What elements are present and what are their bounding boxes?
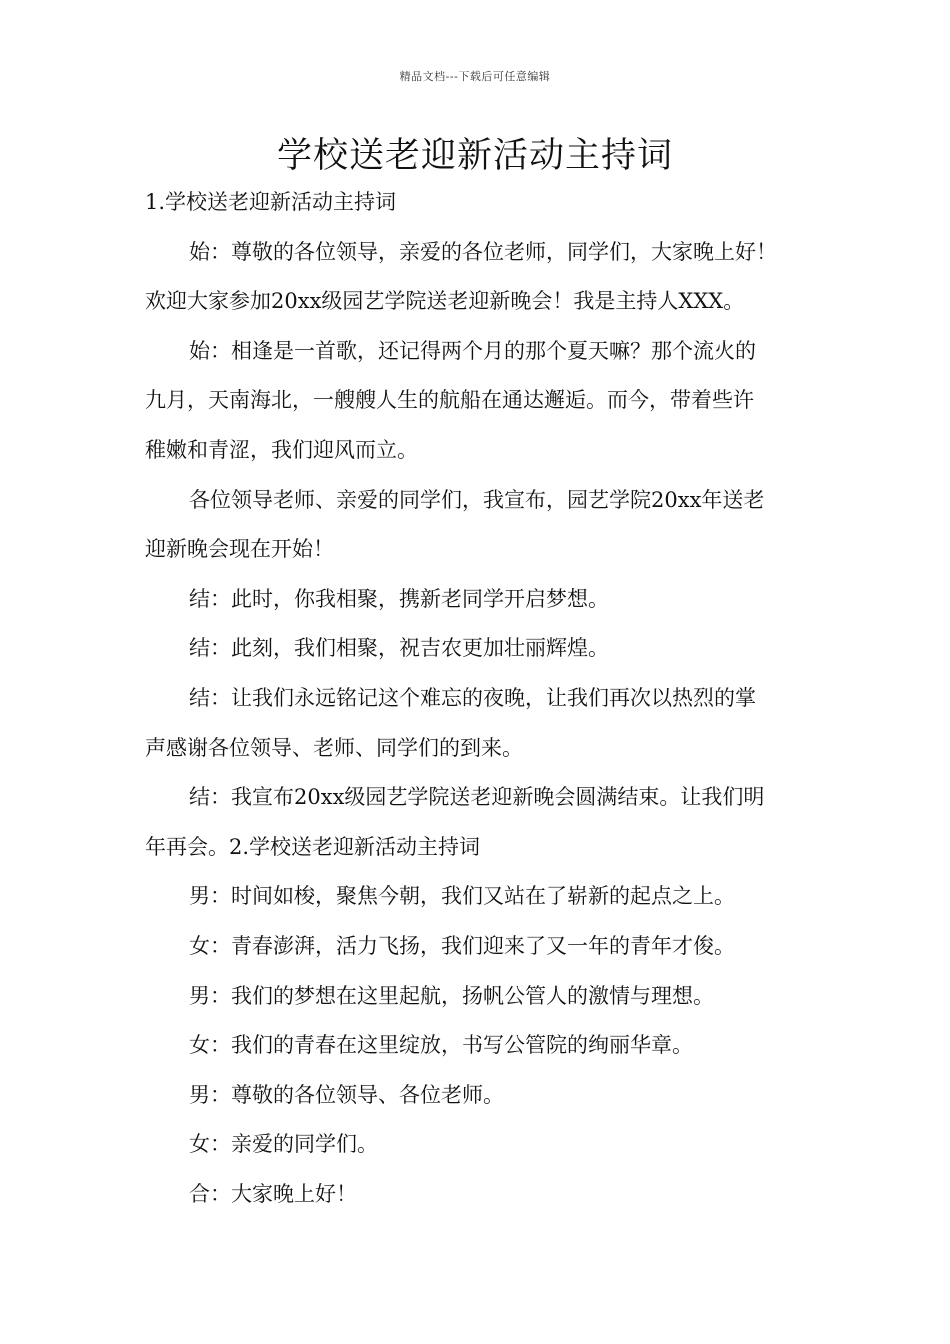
document-body [145,178,810,1219]
text-line: 迎新晚会现在开始！ [145,537,334,562]
text-line: 始：尊敬的各位领导，亲爱的各位老师，同学们，大家晚上好！ [189,239,777,264]
text-line: 各位领导老师、亲爱的同学们，我宣布，园艺学院20xx年送老 [189,487,765,512]
text-line: 结：我宣布20xx级园艺学院送老迎新晚会圆满结束。让我们明 [189,785,765,810]
text-line: 合：大家晚上好！ [189,1181,357,1206]
text-line: 始：相逢是一首歌，还记得两个月的那个夏天嘛？那个流火的 [189,338,756,363]
text-line: 结：此刻，我们相聚，祝吉农更加壮丽辉煌。 [189,636,609,661]
text-line: 稚嫩和青涩，我们迎风而立。 [145,437,418,462]
text-line: 声感谢各位领导、老师、同学们的到来。 [145,735,523,760]
text-line: 女：亲爱的同学们。 [189,1132,378,1157]
text-line: 女：青春澎湃，活力飞扬，我们迎来了又一年的青年才俊。 [189,933,735,958]
text-line: 1.学校送老迎新活动主持词 [145,190,397,214]
header-note: 精品文档---下载后可任意编辑 [399,70,551,83]
text-line: 男：时间如梭，聚焦今朝，我们又站在了崭新的起点之上。 [189,884,735,909]
text-line: 女：我们的青春在这里绽放，书写公管院的绚丽华章。 [189,1033,693,1058]
text-line: 结：让我们永远铭记这个难忘的夜晚，让我们再次以热烈的掌 [189,685,756,710]
text-line: 欢迎大家参加20xx级园艺学院送老迎新晚会！我是主持人XXX。 [145,289,745,314]
text-line: 结：此时，你我相聚，携新老同学开启梦想。 [189,586,609,611]
text-line: 男：尊敬的各位领导、各位老师。 [189,1082,504,1107]
text-line: 年再会。2.学校送老迎新活动主持词 [145,834,481,859]
text-line: 九月，天南海北，一艘艘人生的航船在通达邂逅。而今，带着些许 [145,388,754,413]
document-title: 学校送老迎新活动主持词 [276,136,673,176]
text-line: 男：我们的梦想在这里起航，扬帆公管人的激情与理想。 [189,983,714,1008]
